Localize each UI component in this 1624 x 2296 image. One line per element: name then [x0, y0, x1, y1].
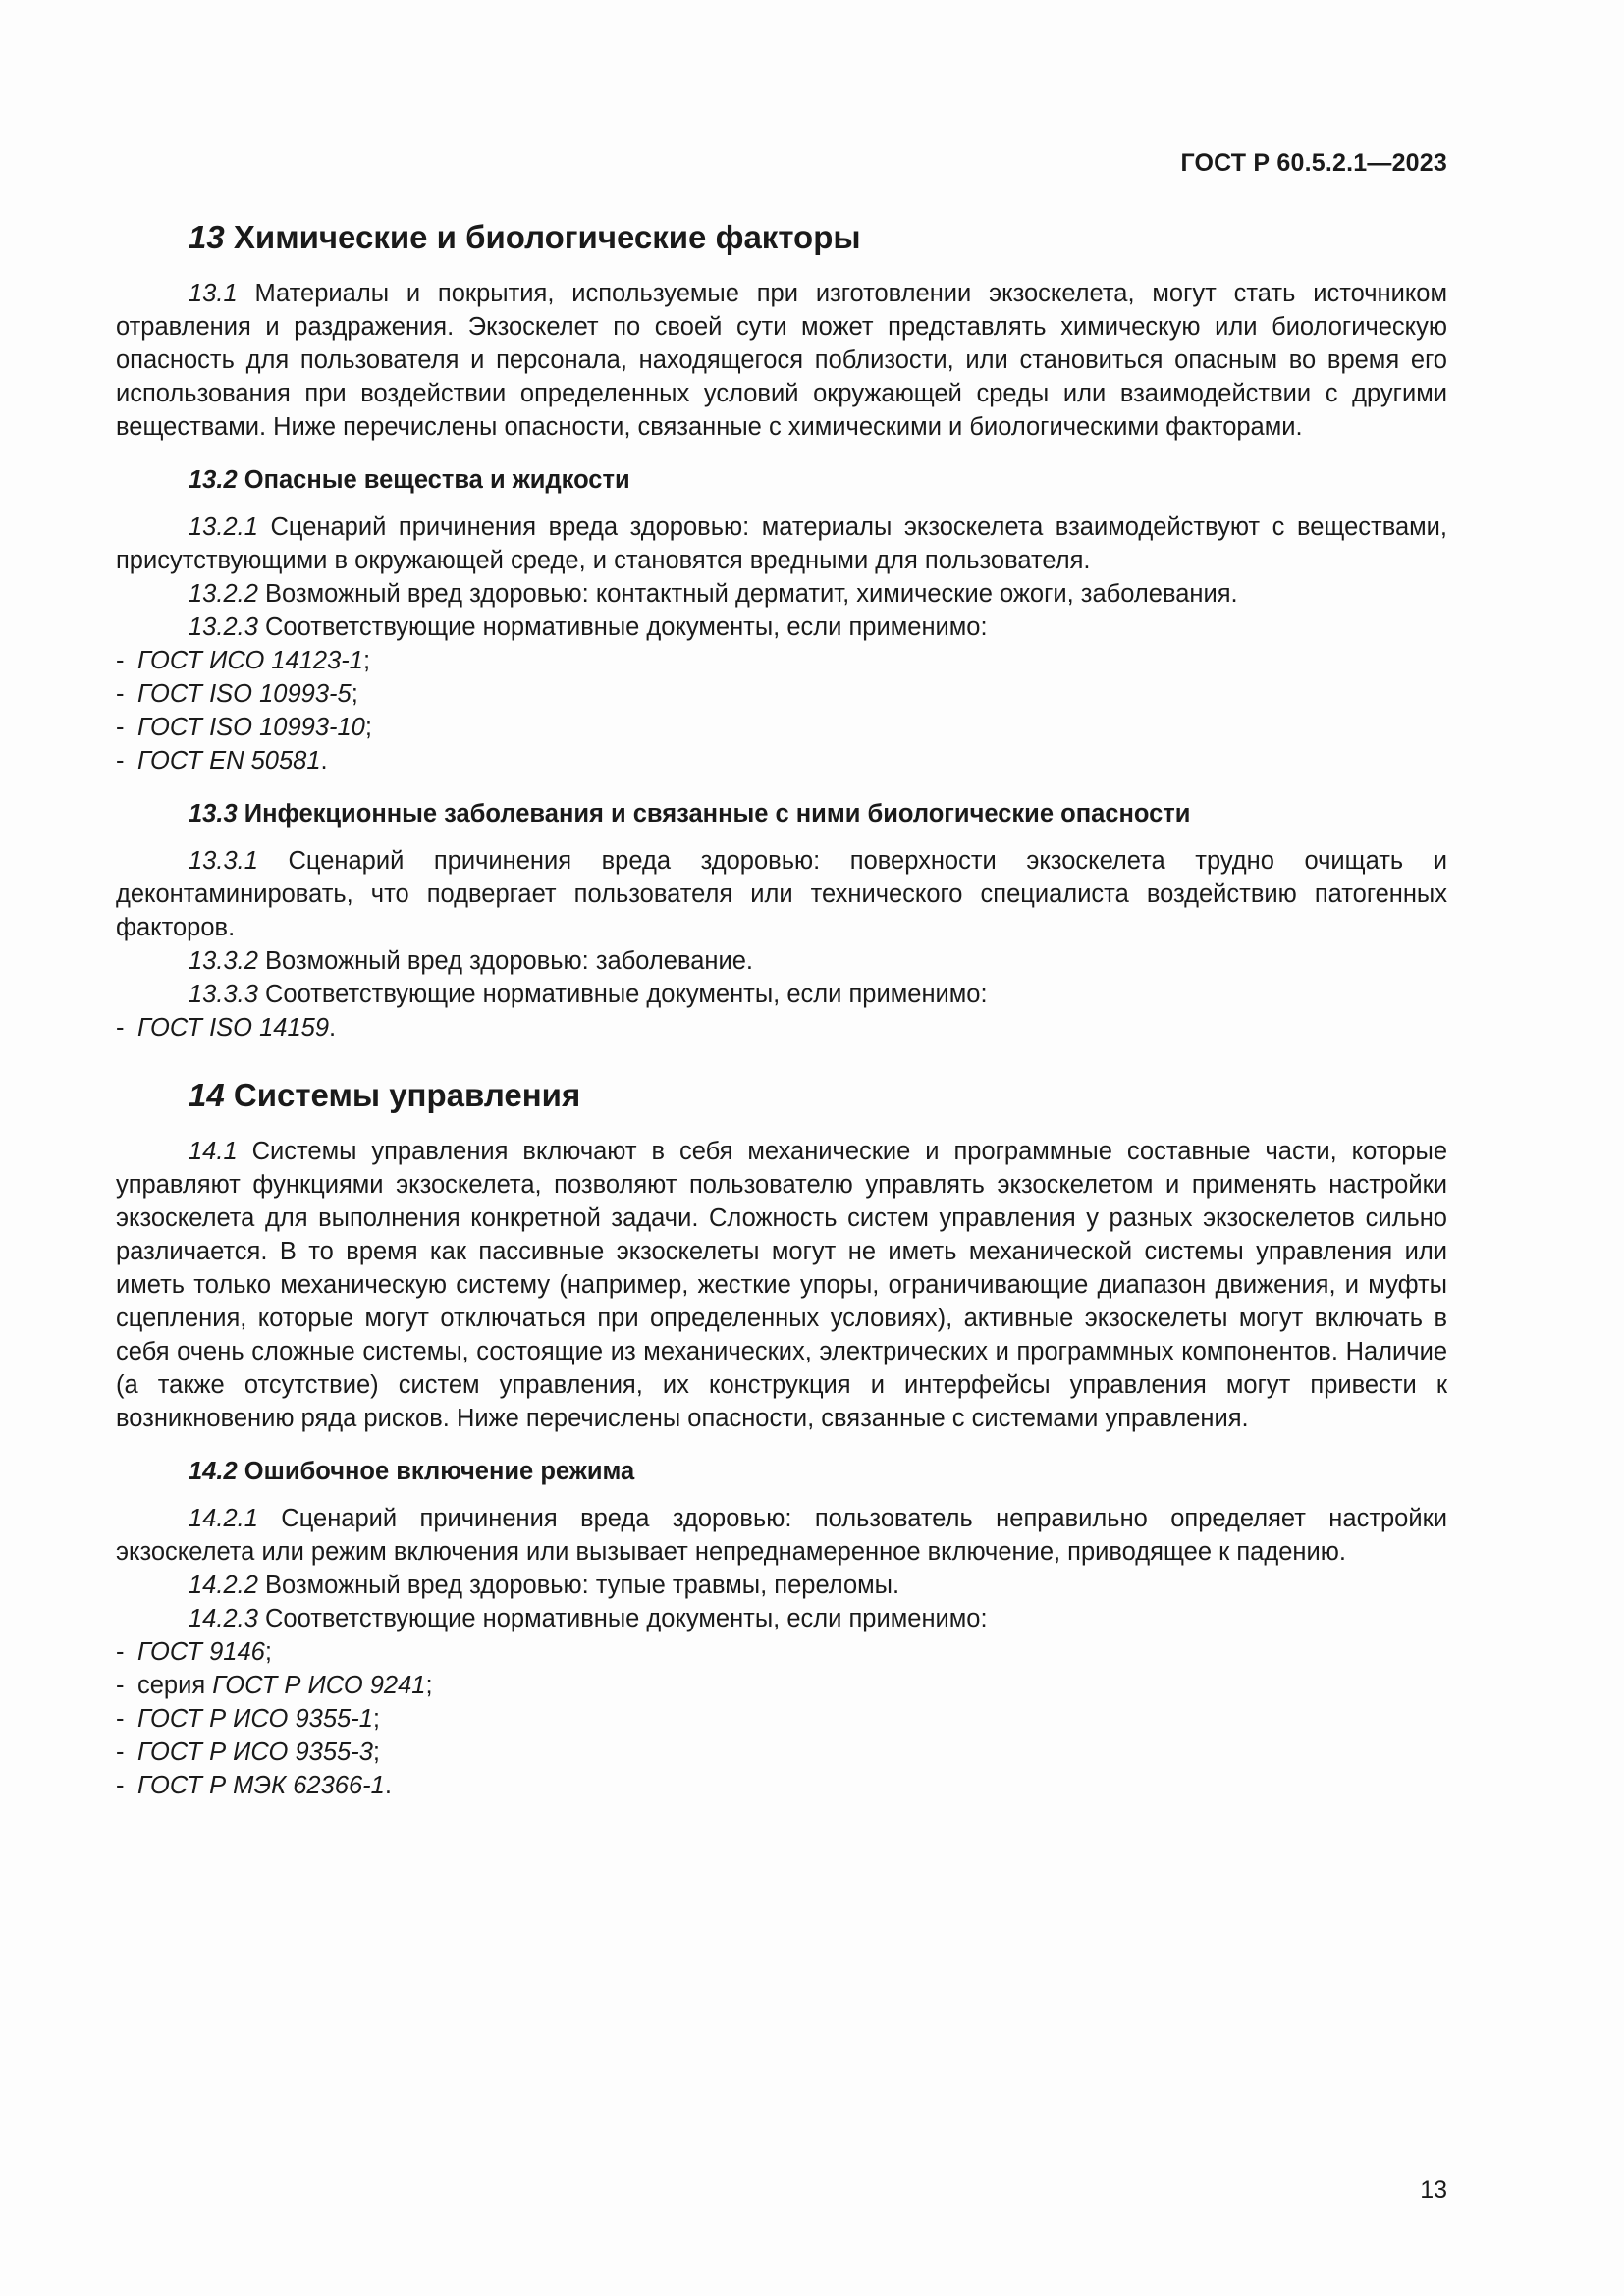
clause-text: Сценарий причинения вреда здоровью: материалы экзоскелета взаимодействуют с веществами, присутствующими в окружающей среде, и становятся вредными для пользователя.: [116, 513, 1447, 574]
clause-number: 13.2.3: [189, 614, 258, 641]
clause-text: Материалы и покрытия, используемые при изготовлении экзоскелета, могут стать источником отравления и раздражения. Экзоскелет по своей сути может представлять химическую или биологическую опасность для пользователя и персонала, находящегося поблизости, или становиться опасным во время его использования при воздействии определенных условий окружающей среды или взаимодействии с другими веществами. Ниже перечислены опасности, связанные с химическими и биологическими факторами.: [116, 280, 1447, 441]
reference-document: ГОСТ Р ИСО 9355-3: [137, 1738, 373, 1766]
subsection-heading: [189, 797, 1447, 830]
section-number: 13: [189, 219, 225, 255]
reference-item: [116, 644, 1447, 677]
list-dash: -: [116, 1014, 125, 1041]
clause-text: Сценарий причинения вреда здоровью: пользователь неправильно определяет настройки экзоскелета или режим включения или вызывает непреднамеренное включение, приводящее к падению.: [116, 1505, 1448, 1566]
reference-item: [116, 1011, 1447, 1044]
list-dash: -: [116, 714, 125, 741]
reference-prefix: серия: [137, 1672, 213, 1699]
reference-list: [116, 644, 1447, 777]
reference-item: [116, 1769, 1447, 1802]
section-title: Системы управления: [233, 1077, 581, 1113]
clause: [116, 510, 1447, 577]
clause-text: Соответствующие нормативные документы, если применимо:: [265, 981, 988, 1008]
clause-number: 13.3.1: [189, 847, 258, 875]
section: [116, 218, 1447, 1044]
clause-text: Возможный вред здоровью: тупые травмы, переломы.: [265, 1572, 900, 1599]
list-dash: -: [116, 1705, 125, 1733]
document-body: [116, 218, 1447, 1834]
reference-punct: ;: [362, 647, 371, 674]
reference-punct: ;: [372, 1738, 380, 1766]
list-dash: -: [116, 1672, 125, 1699]
clause: [116, 978, 1447, 1011]
reference-document: ГОСТ Р ИСО 9355-1: [137, 1705, 373, 1733]
clause-text: Соответствующие нормативные документы, если применимо:: [265, 1605, 988, 1632]
list-dash: -: [116, 747, 125, 774]
reference-item: [116, 744, 1447, 777]
clause-number: 13.3.3: [189, 981, 258, 1008]
reference-item: [116, 1702, 1447, 1735]
section-title: Химические и биологические факторы: [233, 219, 861, 255]
reference-item: [116, 711, 1447, 744]
clause-number: 14.2.3: [189, 1605, 258, 1632]
subsection-title: Опасные вещества и жидкости: [244, 466, 630, 494]
clause-number: 14.2.2: [189, 1572, 258, 1599]
clause-text: Сценарий причинения вреда здоровью: поверхности экзоскелета трудно очищать и деконтаминировать, что подвергает пользователя или технического специалиста воздействию патогенных факторов.: [116, 847, 1447, 941]
subsection-number: 13.3: [189, 800, 238, 828]
document-code: ГОСТ Р 60.5.2.1—2023: [1180, 149, 1447, 177]
reference-item: [116, 1735, 1447, 1769]
clause: [116, 844, 1447, 944]
reference-document: ГОСТ 9146: [137, 1638, 265, 1666]
subsection-number: 13.2: [189, 466, 238, 494]
reference-punct: ;: [364, 714, 372, 741]
clause-number: 13.1: [189, 280, 238, 307]
section-heading: [189, 218, 1447, 257]
subsection-number: 14.2: [189, 1458, 238, 1485]
reference-punct: ;: [351, 680, 358, 708]
reference-punct: .: [384, 1772, 392, 1799]
reference-document: ГОСТ ISO 10993-10: [137, 714, 365, 741]
reference-punct: ;: [425, 1672, 433, 1699]
reference-list: [116, 1635, 1447, 1802]
reference-punct: .: [329, 1014, 337, 1041]
list-dash: -: [116, 1638, 125, 1666]
clause: [116, 577, 1447, 611]
reference-list: [116, 1011, 1447, 1044]
reference-document: ГОСТ Р МЭК 62366-1: [137, 1772, 385, 1799]
reference-document: ГОСТ ИСО 14123-1: [137, 647, 363, 674]
reference-document: ГОСТ ISO 10993-5: [137, 680, 352, 708]
section: [116, 1076, 1447, 1802]
subsection-title: Ошибочное включение режима: [244, 1458, 635, 1485]
section-number: 14: [189, 1077, 225, 1113]
reference-document: ГОСТ EN 50581: [137, 747, 321, 774]
reference-item: [116, 1635, 1447, 1669]
reference-document: ГОСТ ISO 14159: [137, 1014, 330, 1041]
clause: [116, 1502, 1447, 1569]
list-dash: -: [116, 1738, 125, 1766]
clause-text: Возможный вред здоровью: контактный дерматит, химические ожоги, заболевания.: [265, 580, 1238, 608]
reference-punct: ;: [372, 1705, 380, 1733]
clause: [116, 944, 1447, 978]
clause-number: 14.2.1: [189, 1505, 258, 1532]
subsection-title: Инфекционные заболевания и связанные с ними биологические опасности: [244, 800, 1191, 828]
clause-number: 13.2.1: [189, 513, 258, 541]
reference-item: [116, 1669, 1447, 1702]
reference-punct: .: [320, 747, 328, 774]
clause-number: 13.3.2: [189, 947, 258, 975]
clause: [116, 611, 1447, 644]
subsection-heading: [189, 463, 1447, 497]
reference-item: [116, 677, 1447, 711]
section-heading: [189, 1076, 1447, 1115]
section-intro: [116, 1135, 1447, 1435]
page-number: 13: [1420, 2176, 1447, 2204]
section-intro: [116, 277, 1447, 444]
list-dash: -: [116, 647, 125, 674]
subsection-heading: [189, 1455, 1447, 1488]
clause-number: 13.2.2: [189, 580, 258, 608]
clause-number: 14.1: [189, 1138, 238, 1165]
list-dash: -: [116, 680, 125, 708]
clause: [116, 1602, 1447, 1635]
reference-punct: ;: [264, 1638, 272, 1666]
list-dash: -: [116, 1772, 125, 1799]
clause-text: Системы управления включают в себя механические и программные составные части, которые управляют функциями экзоскелета, позволяют пользователю управлять экзоскелетом и применять настройки экзоскелета для выполнения конкретной задачи. Сложность систем управления у разных экзоскелетов сильно различается. В то время как пассивные экзоскелеты могут не иметь механической системы управления или иметь только механическую систему (например, жесткие упоры, ограничивающие диапазон движения, и муфты сцепления, которые могут отключаться при определенных условиях), активные экзоскелеты могут включать в себя очень сложные системы, состоящие из механических, электрических и программных компонентов. Наличие (а также отсутствие) систем управления, их конструкция и интерфейсы управления могут привести к возникновению ряда рисков. Ниже перечислены опасности, связанные с системами управления.: [116, 1138, 1448, 1432]
clause: [116, 1569, 1447, 1602]
clause-text: Возможный вред здоровью: заболевание.: [265, 947, 754, 975]
reference-document: ГОСТ Р ИСО 9241: [212, 1672, 426, 1699]
clause-text: Соответствующие нормативные документы, если применимо:: [265, 614, 988, 641]
